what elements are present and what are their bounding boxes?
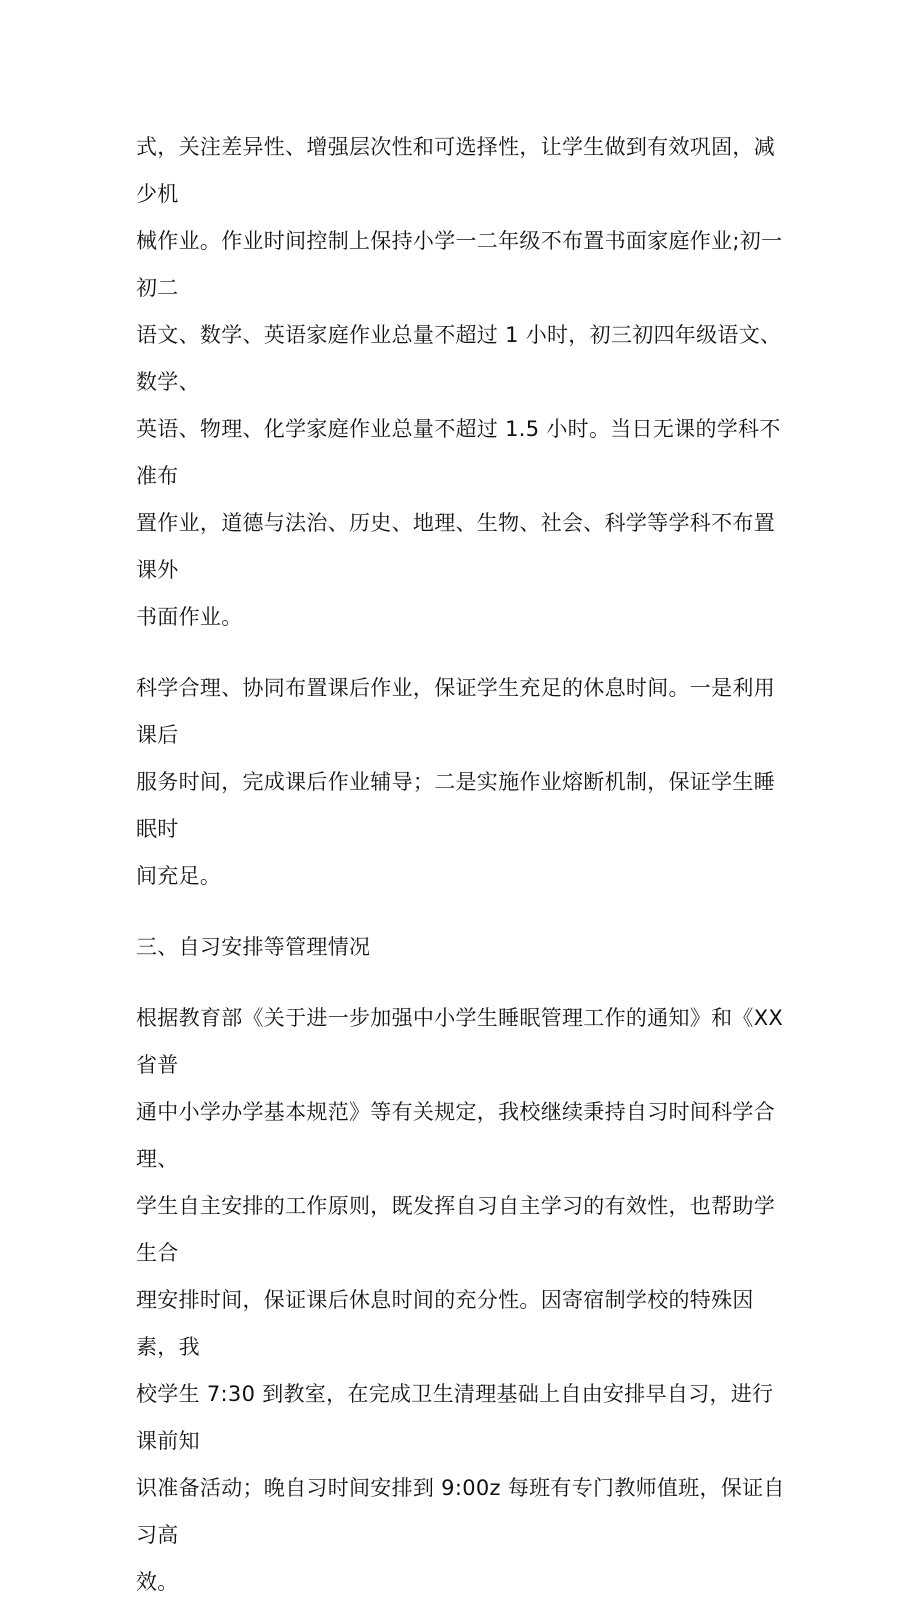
section-heading xyxy=(136,924,786,971)
text-line: 间充足。 xyxy=(136,864,222,888)
text-line: 械作业。作业时间控制上保持小学一二年级不布置书面家庭作业;初一初二 xyxy=(136,229,783,300)
text-line: 根据教育部《关于进一步加强中小学生睡眠管理工作的通知》和《XX 省普 xyxy=(136,1006,784,1077)
text-line: 理安排时间，保证课后休息时间的充分性。因寄宿制学校的特殊因素，我 xyxy=(136,1288,754,1359)
document-body xyxy=(136,124,786,1606)
text-line: 式，关注差异性、增强层次性和可选择性，让学生做到有效巩固，减少机 xyxy=(136,135,775,206)
text-line: 科学合理、协同布置课后作业，保证学生充足的休息时间。一是利用课后 xyxy=(136,676,775,747)
text-line: 语文、数学、英语家庭作业总量不超过 1 小时，初三初四年级语文、数学、 xyxy=(136,323,782,394)
heading-text: 三、自习安排等管理情况 xyxy=(136,935,371,959)
text-line: 英语、物理、化学家庭作业总量不超过 1.5 小时。当日无课的学科不准布 xyxy=(136,417,781,488)
text-line: 置作业，道德与法治、历史、地理、生物、社会、科学等学科不布置课外 xyxy=(136,511,775,582)
text-line: 书面作业。 xyxy=(136,605,243,629)
text-line: 学生自主安排的工作原则，既发挥自习自主学习的有效性，也帮助学生合 xyxy=(136,1194,775,1265)
paragraph-homework-requirements xyxy=(136,124,786,641)
text-line: 通中小学办学基本规范》等有关规定，我校继续秉持自习时间科学合理、 xyxy=(136,1100,775,1171)
paragraph-rest-time xyxy=(136,665,786,900)
text-line: 服务时间，完成课后作业辅导；二是实施作业熔断机制，保证学生睡眠时 xyxy=(136,770,775,841)
text-line: 识准备活动；晚自习时间安排到 9:00z 每班有专门教师值班，保证自习高 xyxy=(136,1476,785,1547)
text-line: 校学生 7:30 到教室，在完成卫生清理基础上自由安排早自习，进行课前知 xyxy=(136,1382,774,1453)
text-line: 效。 xyxy=(136,1570,179,1594)
